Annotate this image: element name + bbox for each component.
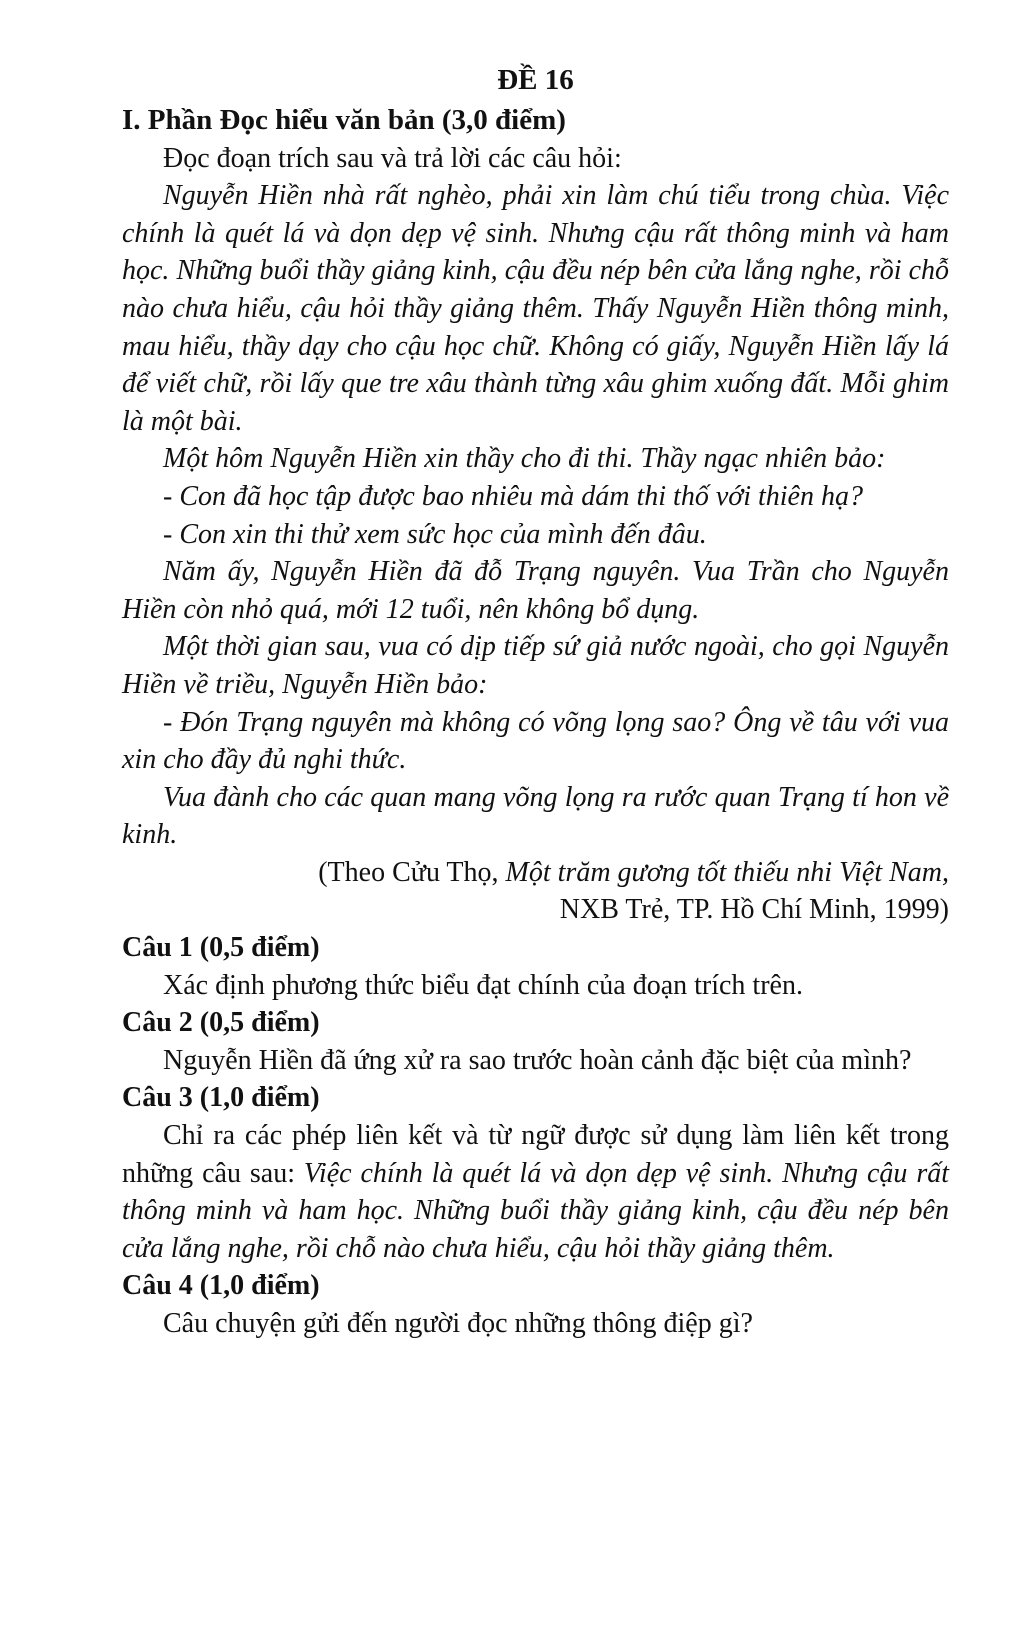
- question-text-plain: Chỉ ra các phép liên kết và từ ngữ được sử dụng làm liên kết trong những câu sau:: [122, 1120, 949, 1189]
- question-1: [122, 929, 949, 1004]
- source-citation: [122, 854, 949, 892]
- passage-paragraph: Năm ấy, Nguyễn Hiền đã đỗ Trạng nguyên. Vua Trần cho Nguyễn Hiền còn nhỏ quá, mới 12 tuổi, nên không bổ dụng.: [122, 556, 949, 625]
- passage-paragraph: - Đón Trạng nguyên mà không có võng lọng sao? Ông về tâu với vua xin cho đầy đủ nghi thức.: [122, 706, 949, 776]
- passage-paragraph: - Con xin thi thử xem sức học của mình đến đâu.: [163, 518, 707, 550]
- question-text: [122, 1117, 949, 1267]
- question-title: Câu 3 (1,0 điểm): [122, 1082, 320, 1114]
- source-prefix: (Theo Cửu Thọ,: [318, 856, 506, 888]
- passage-paragraph: - Con đã học tập được bao nhiêu mà dám thi thố với thiên hạ?: [163, 480, 863, 512]
- instruction: Đọc đoạn trích sau và trả lời các câu hỏi:: [163, 142, 622, 174]
- question-3: [122, 1079, 949, 1267]
- section-title: I. Phần Đọc hiểu văn bản (3,0 điểm): [122, 104, 566, 136]
- question-text: Câu chuyện gửi đến người đọc những thông điệp gì?: [163, 1308, 753, 1339]
- passage-paragraph: Một thời gian sau, vua có dịp tiếp sứ giả nước ngoài, cho gọi Nguyễn Hiền về triều, Nguyễn Hiền bảo:: [122, 631, 949, 700]
- question-text: Xác định phương thức biểu đạt chính của đoạn trích trên.: [163, 969, 803, 1001]
- question-title: Câu 1 (0,5 điểm): [122, 932, 320, 964]
- passage: [122, 177, 949, 854]
- source-book: Một trăm gương tốt thiếu nhi Việt Nam,: [505, 856, 949, 888]
- question-title: Câu 2 (0,5 điểm): [122, 1007, 320, 1039]
- passage-paragraph: Vua đành cho các quan mang võng lọng ra rước quan Trạng tí hon về kinh.: [122, 781, 949, 851]
- question-title: Câu 4 (1,0 điểm): [122, 1270, 320, 1302]
- question-text-quoted: Việc chính là quét lá và dọn dẹp vệ sinh. Nhưng cậu rất thông minh và ham học. Những buổi thầy giảng kinh, cậu đều nép bên cửa lắng nghe, rồi chỗ nào chưa hiểu, cậu hỏi thầy giảng thêm.: [122, 1157, 950, 1264]
- question-2: [122, 1004, 949, 1079]
- source-publisher: NXB Trẻ, TP. Hồ Chí Minh, 1999): [559, 894, 949, 926]
- question-4: [122, 1267, 949, 1342]
- document-page: [122, 62, 949, 1343]
- passage-paragraph: Một hôm Nguyễn Hiền xin thầy cho đi thi. Thầy ngạc nhiên bảo:: [163, 443, 886, 475]
- passage-paragraph: Nguyễn Hiền nhà rất nghèo, phải xin làm chú tiểu trong chùa. Việc chính là quét lá và dọn dẹp vệ sinh. Nhưng cậu rất thông minh và ham học. Những buổi thầy giảng kinh, cậu đều nép bên cửa lắng nghe, rồi chỗ nào chưa hiểu, cậu hỏi thầy giảng thêm. Thấy Nguyễn Hiền thông minh, mau hiểu, thầy dạy cho cậu học chữ. Không có giấy, Nguyễn Hiền lấy lá để viết chữ, rồi lấy que tre xâu thành từng xâu ghim xuống đất. Mỗi ghim là một bài.: [122, 180, 949, 437]
- question-text: Nguyễn Hiền đã ứng xử ra sao trước hoàn cảnh đặc biệt của mình?: [163, 1044, 912, 1076]
- exam-title: ĐỀ 16: [497, 64, 574, 96]
